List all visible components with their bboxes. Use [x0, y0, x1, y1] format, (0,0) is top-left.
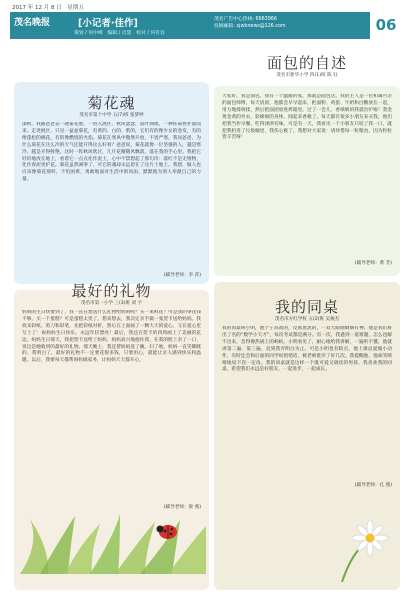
article-byline: 茂名市新华小学 四(1)班 陈 钰: [276, 73, 338, 78]
contact-info: [214, 16, 286, 30]
submission-email: 投稿邮箱: xjwbnews@126.com: [214, 24, 286, 30]
issue-date: 2017 年 12 月 8 日 星期五: [12, 5, 84, 11]
article-panel-mianbao: [214, 54, 400, 276]
editors-line: 策划 / 何中峰 编辑 / 皮慧 校对 / 何有容: [74, 31, 165, 36]
article-body: 妈妈的生日快要到了，我一直在想送什么礼物给妈妈呢？买一束鲜花？可是我的零花钱不够。买一个蛋糕？可是蛋糕太贵了。想来想去，我决定亲手做一张贺卡送给妈妈。我找来彩纸、剪刀和彩笔，先把彩纸对折，然后在上面画了一颗大大的爱心，又在爱心里写上了：祝妈妈生日快乐，永远年轻漂亮！最后，我还在贺卡的四周画上了美丽的花边。妈妈生日那天，我把贺卡送给了妈妈，妈妈高兴地抱住我，在我的脸上亲了一口，说这是她收到的最好的礼物。那天晚上，我还帮妈妈洗了碗、扫了地，妈妈一直笑眯眯的。我明白了，最好的礼物不一定要花很多钱，只要用心，就能让亲人感到快乐和温暖。以后，我要每天都帮妈妈做家务，让妈妈天天都开心。: [22, 310, 201, 364]
article-body: 深秋，我随爸爸去一趟菊花展，一进入展区，秋风瑟瑟，落叶满地，一种阵菊香扑面而来。走进展区，只见一盆盆菊花，有黄的、白的、紫的，它们有的像少女的卷发，有的像蓬松的棉花，有的像燃烧的火焰。菊花在寒风中傲然开放，不畏严寒。我问爸爸，为什么菊花在这么冷的天气还能开得这么好看？爸爸说，菊花就像一位坚强的人，越是寒冷，越是开得鲜艳。这时一阵秋风吹过，几片花瓣随风飘落，落在我的手心里。我把它轻轻地放在地上，看着它一点点化作泥土，心中不禁想起了那句诗：落红不是无情物，化作春泥更护花。菊花虽然凋零了，可它的魂却永远留在了这片土地上。我想，做人也应该像菊花那样，不怕困难，勇敢地面对生活中的风雨，默默地为别人奉献自己的力量。: [22, 122, 201, 183]
newspaper-brand: 茂名晚报: [14, 18, 51, 28]
page-number: 06: [370, 12, 402, 39]
article-panel-juhuahun: [14, 82, 209, 284]
page-content: [10, 42, 402, 610]
ladybug-icon: [157, 525, 178, 539]
article-title: 最好的礼物: [71, 282, 152, 300]
article-title: 菊花魂: [87, 94, 136, 112]
daisy-icon: [332, 512, 392, 582]
article-mentor: (辅导老师：梁 燕): [163, 505, 201, 510]
article-mentor: (辅导老师：孔 燕): [354, 483, 392, 488]
article-body: 大家好，我是面包，我有一个温暖的家，那就是面包店。我的主人是一位和蔼可亲的面包师傅，每天清晨，他都会早早起床，把面粉、鸡蛋、牛奶和白糖放在一起，用力地揉呀揉，然后把面团放进烤箱里。过了一会儿，香喷喷的我就出炉啦！我金黄金黄的外衣，软绵绵的身体，闻起来香极了。每天都有很多小朋友来买我，他们把我当作早餐，吃得津津有味。可是有一天，我看见一个小朋友只咬了我一口，就把我扔进了垃圾桶里，我伤心极了。我想对大家说：请珍惜每一粒粮食，因为粒粒皆辛苦呀！: [222, 94, 392, 141]
article-panel-tongzhuo: [214, 282, 400, 590]
section-title: [小记者·佳作]: [78, 18, 138, 29]
article-title: 我的同桌: [274, 298, 339, 316]
article-body: 我的同桌叫小明，他个子高高的，皮肤黑黑的，一双大眼睛炯炯有神。他是我们班出了名的“数学小天才”，每次考试都是满分。有一次，我遇到一道难题，怎么也解不出来，急得像热锅上的蚂蚁。小明看见了，耐心地给我讲解，一遍听不懂，他就讲第二遍、第三遍，直到我弄明白为止。可是小明也有缺点，他上课总爱做小动作，有时还会和后面的同学说悄悄话，被老师批评了好几次。我提醒他，他却笑嘻嘻地说下次一定改。我的同桌就是这样一个既可爱又调皮的男孩，我喜欢我的同桌，希望我们永远是好朋友，一起进步，一起成长。: [222, 326, 392, 373]
article-byline: 茂名市方红学校 五(2)班 吴俊杰: [274, 317, 340, 322]
article-byline: 茂名市第十中学 五(7)班 张梦婷: [79, 113, 144, 118]
article-mentor: (辅导老师：李 萍): [163, 273, 201, 278]
article-panel-liwu: [14, 282, 209, 590]
article-title: 面包的自述: [266, 54, 347, 72]
ad-hotline: 茂名广告中心热线: 6663966: [214, 17, 277, 22]
page-masthead: [10, 12, 402, 39]
article-mentor: (辅导老师：黄 芳): [354, 261, 392, 266]
grass-illustration: [20, 514, 206, 574]
article-byline: 茂名市第一小学 三(3)班 刘 宇: [80, 301, 143, 306]
